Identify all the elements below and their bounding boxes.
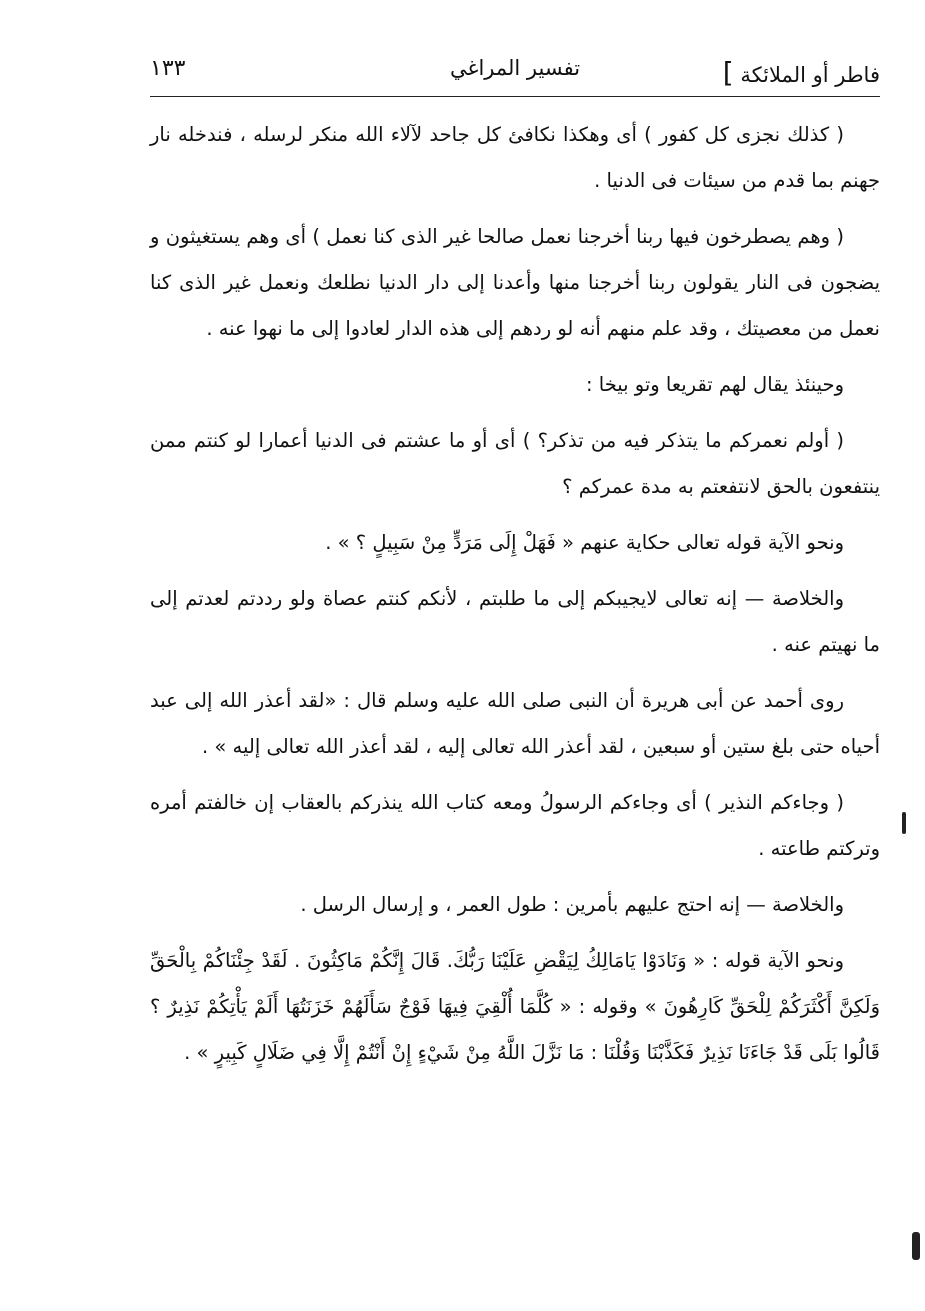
book-title: تفسير المراغي — [449, 56, 581, 80]
paragraph: ( كذلك نجزى كل كفور ) أى وهكذا نكافئ كل جاحد لآلاء الله منكر لرسله ، فندخله نار جهنم بما قدم من سيئات فى الدنيا . — [150, 123, 880, 192]
section-title — [719, 56, 880, 89]
paragraph: ( وجاءكم النذير ) أى وجاءكم الرسولُ ومعه كتاب الله ينذركم بالعقاب إن خالفتم أمره وتركتم طاعته . — [150, 791, 880, 860]
paragraph: والخلاصة — إنه تعالى لايجيبكم إلى ما طلبتم ، لأنكم كنتم عصاة ولو رددتم لعدتم إلى ما نهيتم عنه . — [150, 587, 880, 656]
page-number: ١٣٣ — [150, 56, 186, 81]
paragraph: روى أحمد عن أبى هريرة أن النبى صلى الله عليه وسلم قال : «لقد أعذر الله إلى عبد أحياه حتى بلغ ستين أو سبعين ، لقد أعذر الله تعالى إليه ، لقد أعذر الله تعالى إليه » . — [150, 689, 880, 758]
body-text — [150, 112, 880, 1086]
scan-mark — [902, 812, 906, 834]
paragraph: والخلاصة — إنه احتج عليهم بأمرين : طول العمر ، و إرسال الرسل . — [300, 893, 844, 916]
paragraph: ونحو الآية قوله تعالى حكاية عنهم « فَهَلْ إِلَى مَرَدٍّ مِنْ سَبِيلٍ ؟ » . — [325, 531, 844, 554]
paragraph: ونحو الآية قوله : « وَنَادَوْا يَامَالِكُ لِيَقْضِ عَلَيْنَا رَبُّكَ. قَالَ إِنَّكُمْ مَاكِثُونَ . لَقَدْ جِئْنَاكُمْ بِالْحَقِّ وَلَكِنَّ أَكْثَرَكُمْ لِلْحَقِّ كَارِهُونَ » وقوله : « كُلَّمَا أُلْقِيَ فِيهَا فَوْجٌ سَأَلَهُمْ خَزَنَتُهَا أَلَمْ يَأْتِكُمْ نَذِيرٌ ؟ قَالُوا بَلَى قَدْ جَاءَنَا نَذِيرٌ فَكَذَّبْنَا وَقُلْنَا : مَا نَزَّلَ اللَّهُ مِنْ شَيْءٍ إِنْ أَنْتُمْ إِلَّا فِي ضَلَالٍ كَبِيرٍ » . — [150, 949, 880, 1064]
scan-mark — [912, 1232, 920, 1260]
section-bracket: ] — [722, 56, 734, 89]
section-title-text: فاطر أو الملائكة — [740, 63, 880, 87]
paragraph: وحينئذ يقال لهم تقريعا وتو بيخا : — [585, 373, 844, 396]
header-rule — [150, 96, 880, 97]
running-header — [150, 50, 880, 98]
paragraph: ( وهم يصطرخون فيها ربنا أخرجنا نعمل صالحا غير الذى كنا نعمل ) أى وهم يستغيثون و يضجون فى النار يقولون ربنا أخرجنا منها وأعدنا إلى دار الدنيا نطلعك ونعمل غير الذى كنا نعمل من معصيتك ، وقد علم منهم أنه لو ردهم إلى هذه الدار لعادوا إلى ما نهوا عنه . — [150, 225, 880, 340]
paragraph: ( أولم نعمركم ما يتذكر فيه من تذكر؟ ) أى أو ما عشتم فى الدنيا أعمارا لو كنتم ممن ينتفعون بالحق لانتفعتم به مدة عمركم ؟ — [150, 429, 880, 498]
